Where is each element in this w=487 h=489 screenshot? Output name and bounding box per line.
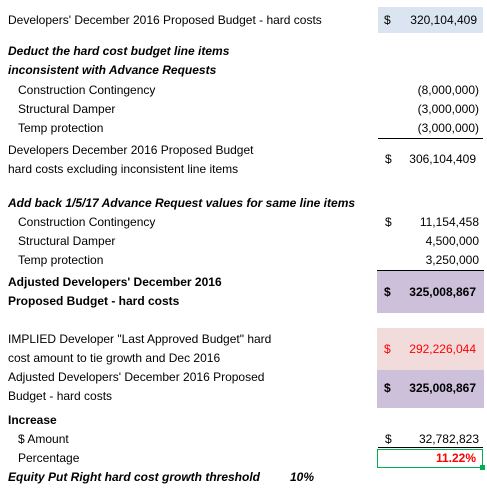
- addback-item-value: 11,154,458: [419, 215, 479, 229]
- pct-cell[interactable]: [377, 449, 483, 468]
- implied-label-line2: cost amount to tie growth and Dec 2016: [8, 351, 221, 365]
- budget-value: 320,104,409: [410, 13, 477, 27]
- deduct-item-value: (8,000,000): [417, 83, 479, 97]
- increase-pct-label: Percentage: [18, 451, 80, 465]
- implied-label-line1: IMPLIED Developer "Last Approved Budget" hard: [8, 332, 272, 346]
- excl-dollar: $: [385, 152, 392, 166]
- adjusted-label-line2: Proposed Budget - hard costs: [8, 294, 180, 308]
- deduct-item-label: Structural Damper: [18, 102, 116, 116]
- deduct-item-value: (3,000,000): [417, 102, 479, 116]
- threshold-label: Equity Put Right hard cost growth threshold: [8, 470, 260, 484]
- adjusted-label-line1: Adjusted Developers' December 2016: [8, 275, 222, 289]
- subtotal-rule: [378, 138, 483, 139]
- amount-rule: [378, 447, 483, 448]
- addback-item-label: Temp protection: [18, 253, 104, 267]
- addback-item-value: 3,250,000: [425, 253, 479, 267]
- addback-item-value: 4,500,000: [425, 234, 479, 248]
- adjusted2-cell: [377, 370, 484, 408]
- excl-label-line1: Developers December 2016 Proposed Budget: [8, 143, 254, 157]
- deduct-heading-line2: inconsistent with Advance Requests: [8, 63, 217, 77]
- implied-value: 292,226,044: [409, 342, 476, 356]
- increase-amount-label: $ Amount: [18, 432, 69, 446]
- adjusted2-dollar: $: [384, 381, 391, 395]
- excl-value: 306,104,409: [409, 152, 476, 166]
- addback-heading: Add back 1/5/17 Advance Request values for same line items: [8, 196, 356, 210]
- adjusted2-label-line2: Budget - hard costs: [8, 389, 113, 403]
- deduct-item-label: Construction Contingency: [18, 83, 156, 97]
- adjusted-cell: [377, 270, 484, 313]
- budget-cell: [378, 7, 483, 33]
- deduct-heading-line1: Deduct the hard cost budget line items: [8, 44, 230, 58]
- adjusted-value: 325,008,867: [409, 285, 476, 299]
- budget-dollar: $: [384, 13, 391, 27]
- increase-heading: Increase: [8, 413, 57, 427]
- addback-item-label: Construction Contingency: [18, 215, 156, 229]
- increase-pct-value: 11.22%: [435, 451, 476, 465]
- implied-cell: [377, 328, 484, 370]
- threshold-value: 10%: [290, 470, 315, 484]
- increase-amount-value: 32,782,823: [418, 432, 479, 446]
- budget-label: Developers' December 2016 Proposed Budget - hard costs: [8, 13, 322, 27]
- fill-handle[interactable]: [480, 465, 485, 470]
- addback-dollar: $: [385, 215, 392, 229]
- excl-label-line2: hard costs excluding inconsistent line items: [8, 162, 239, 176]
- addback-item-label: Structural Damper: [18, 234, 116, 248]
- deduct-item-value: (3,000,000): [417, 121, 479, 135]
- adjusted-dollar: $: [384, 285, 391, 299]
- implied-dollar: $: [384, 342, 391, 356]
- increase-amount-dollar: $: [385, 432, 392, 446]
- adjusted2-value: 325,008,867: [409, 381, 476, 395]
- adjusted2-label-line1: Adjusted Developers' December 2016 Proposed: [8, 370, 265, 384]
- deduct-item-label: Temp protection: [18, 121, 104, 135]
